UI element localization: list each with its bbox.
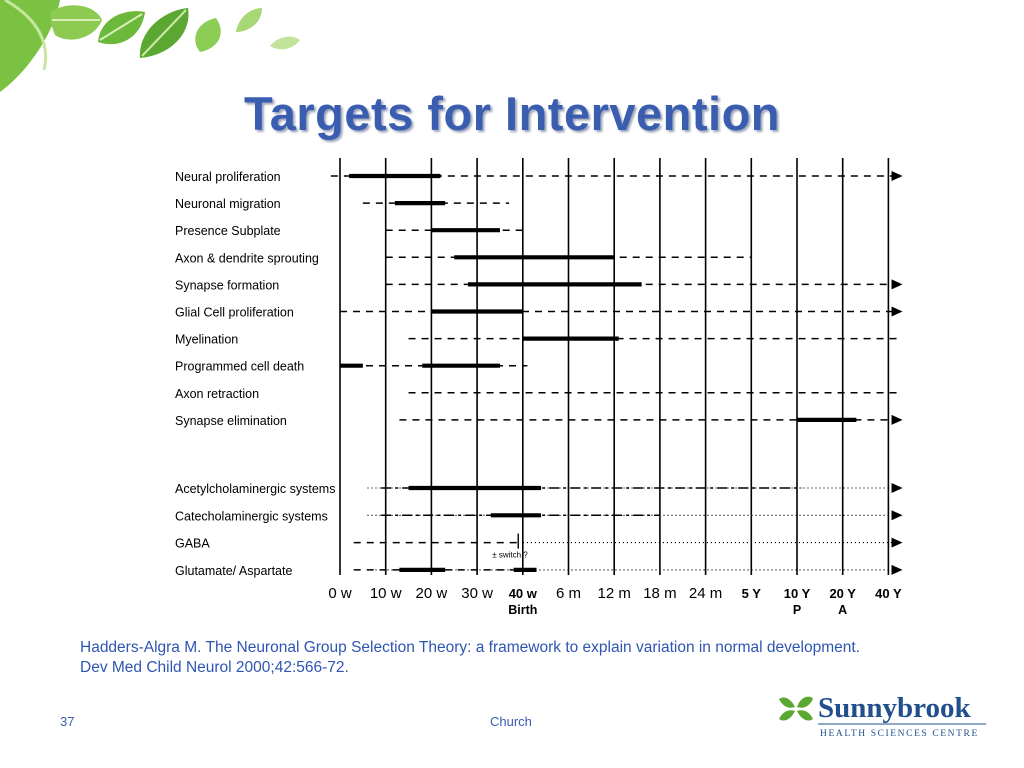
row-label: Myelination [175,332,239,347]
axis-tick-label: 10 Y [783,586,811,601]
row-label: Catecholaminergic systems [175,509,328,524]
axis-tick-label: 5 Y [741,586,761,601]
row-note: ± switch ? [492,550,528,560]
axis-sublabel: A [838,603,848,617]
logo-subtitle: HEALTH SCIENCES CENTRE [820,729,979,739]
row-arrowhead [892,279,903,289]
row-label: Synapse elimination [175,413,287,428]
row-label: Axon retraction [175,386,260,401]
axis-tick-label: 20 w [415,585,448,602]
row-label: Glial Cell proliferation [175,305,294,320]
axis-tick-label: 18 m [643,585,677,602]
row-arrowhead [892,171,903,181]
row-label: Programmed cell death [175,359,305,374]
axis-tick-label: 40 w [508,586,537,601]
axis-tick-label: 0 w [328,585,352,602]
row-label: Glutamate/ Aspartate [175,563,293,578]
citation-text: Hadders-Algra M. The Neuronal Group Selection Theory: a framework to explain variation in normal development. Dev Med Child Neurol 2000;42:566-72. [80,639,860,676]
slide-title: Targets for Intervention [243,87,781,140]
page-number: 37 [60,714,75,729]
axis-tick-label: 6 m [555,585,582,602]
logo-name: Sunnybrook [818,692,971,724]
row-label: Presence Subplate [175,224,281,239]
row-arrowhead [892,538,903,548]
axis-tick-label: 30 w [461,585,493,602]
row-label: Synapse formation [175,278,280,293]
row-arrowhead [892,565,903,575]
development-timeline-chart [160,150,902,620]
row-label: GABA [175,536,210,551]
axis-sublabel: P [792,603,802,617]
row-arrowhead [892,307,903,317]
axis-tick-label: 24 m [688,585,723,602]
axis-tick-label: 20 Y [829,586,856,601]
row-label: Acetylcholaminergic systems [175,482,336,496]
axis-tick-label: 40 Y [875,586,902,601]
row-arrowhead [892,483,903,493]
row-arrowhead [892,510,903,520]
row-label: Axon & dendrite sprouting [175,251,319,266]
row-label: Neuronal migration [175,197,281,212]
decorative-leaves-icon [0,0,320,95]
axis-sublabel: Birth [508,603,538,617]
axis-tick-label: 10 w [369,585,402,602]
row-arrowhead [892,415,903,425]
footer-text: Church [490,714,532,729]
row-label: Neural proliferation [175,170,281,184]
axis-tick-label: 12 m [597,585,631,602]
